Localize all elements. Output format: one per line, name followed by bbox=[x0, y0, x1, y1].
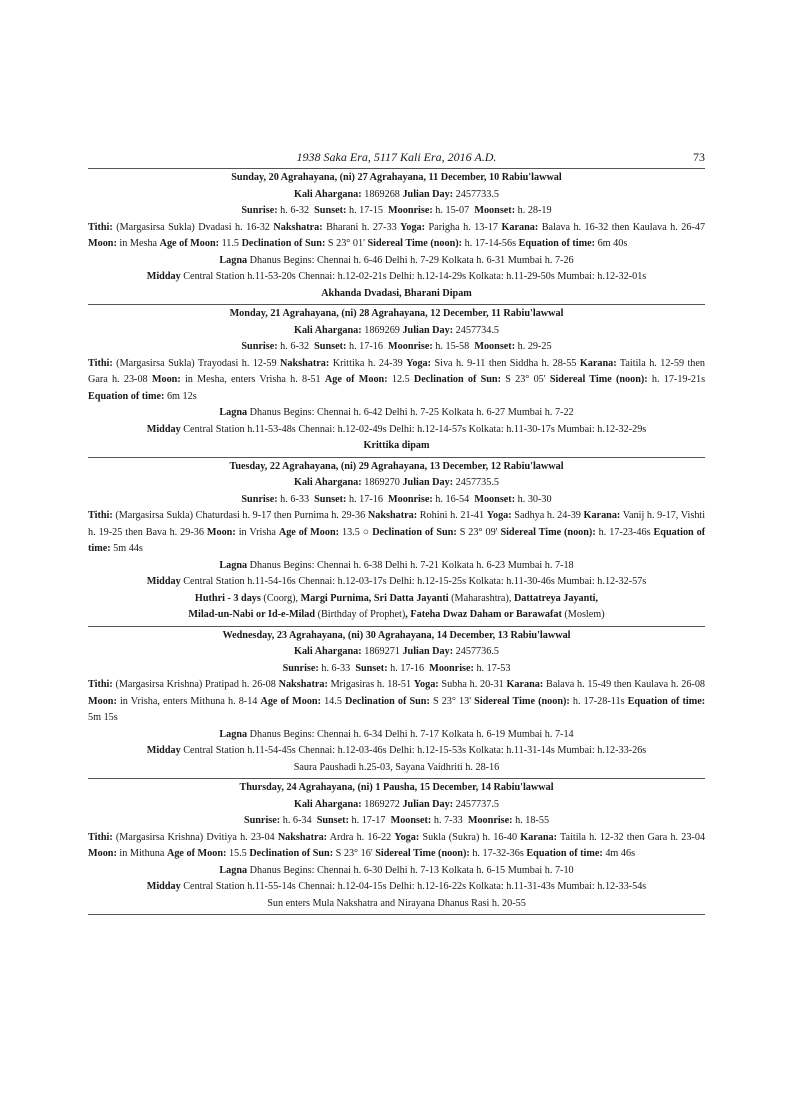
divider bbox=[88, 914, 705, 915]
sun-moon-times: Sunrise: h. 6-32 Sunset: h. 17-15 Moonrise: h. 15-07 Moonset: h. 28-19 bbox=[241, 205, 552, 216]
page-header bbox=[88, 148, 705, 166]
sun-moon-times: Sunrise: h. 6-33 Sunset: h. 17-16 Moonrise: h. 17-53 bbox=[282, 662, 511, 674]
festival-line: Akhanda Dvadasi, Bharani Dipam bbox=[321, 287, 472, 299]
kali-julian-line: Kali Ahargana: 1869272 Julian Day: 2457737.5 bbox=[294, 798, 499, 810]
midday-line: Midday Central Station h.11-53-48s Chennai: h.12-02-49s Delhi: h.12-14-57s Kolkata: h.11-30-17s Mumbai: h.12-32-29s bbox=[146, 423, 647, 435]
day-title: Sunday, 20 Agrahayana, (ni) 27 Agrahayana, 11 December, 10 Rabiu'lawwal bbox=[231, 172, 562, 183]
lagna-line: Lagna Dhanus Begins: Chennai h. 6-38 Delhi h. 7-21 Kolkata h. 6-23 Mumbai h. 7-18 bbox=[219, 559, 574, 571]
midday-line: Midday Central Station h.11-54-45s Chennai: h.12-03-46s Delhi: h.12-15-53s Kolkata: h.11-31-14s Mumbai: h.12-33-26s bbox=[146, 745, 647, 756]
panchang-details: Tithi: (Margasirsa Sukla) Trayodasi h. 12-59 Nakshatra: Krittika h. 24-39 Yoga: Siva h. 9-11 then Siddha h. 28-55 Karana: Taitila h. 12-59 then Gara h. 23-08 Moon: in Mesha, enters Vrisha h. 8-51 Age of Moon: 12.5 Declination of Sun: S 23° 05' Sidereal Time (noon): h. 17-19-21s Equation of time: 6m 12s bbox=[88, 357, 706, 402]
lagna-line: Lagna Dhanus Begins: Chennai h. 6-34 Delhi h. 7-17 Kolkata h. 6-19 Mumbai h. 7-14 bbox=[219, 728, 574, 740]
sun-moon-times: Sunrise: h. 6-34 Sunset: h. 17-17 Moonset: h. 7-33 Moonrise: h. 18-55 bbox=[243, 815, 550, 826]
sun-moon-times: Sunrise: h. 6-32 Sunset: h. 17-16 Moonrise: h. 15-58 Moonset: h. 29-25 bbox=[241, 341, 552, 352]
era-header: 1938 Saka Era, 5117 Kali Era, 2016 A.D. bbox=[296, 150, 497, 164]
panchang-details: Tithi: (Margasirsa Sukla) Dvadasi h. 16-32 Nakshatra: Bharani h. 27-33 Yoga: Parigha h. 13-17 Karana: Balava h. 16-32 then Kaulava h. 26-47 Moon: in Mesha Age of Moon: 11.5 Declination of Sun: S 23° 01' Sidereal Time (noon): h. 17-14-56s Equation of time: 6m 40s bbox=[88, 221, 706, 249]
lagna-line: Lagna Dhanus Begins: Chennai h. 6-42 Delhi h. 7-25 Kolkata h. 6-27 Mumbai h. 7-22 bbox=[219, 407, 574, 418]
midday-line: Midday Central Station h.11-54-16s Chennai: h.12-03-17s Delhi: h.12-15-25s Kolkata: h.11-30-46s Mumbai: h.12-32-57s bbox=[146, 576, 647, 587]
page-number: 73 bbox=[693, 150, 705, 164]
day-title: Thursday, 24 Agrahayana, (ni) 1 Pausha, 15 December, 14 Rabiu'lawwal bbox=[239, 782, 554, 793]
panchang-details: Tithi: (Margasirsa Krishna) Dvitiya h. 23-04 Nakshatra: Ardra h. 16-22 Yoga: Sukla (Sukra) h. 16-40 Karana: Taitila h. 12-32 then Gara h. 23-04 Moon: in Mithuna Age of Moon: 15.5 Declination of Sun: S 23° 16' Sidereal Time (noon): h. 17-32-36s Equation of time: 4m 46s bbox=[88, 831, 706, 859]
festival-line: Huthri - 3 days (Coorg), Margi Purnima, Sri Datta Jayanti (Maharashtra), Dattatreya Jayanti, bbox=[194, 592, 599, 604]
day-title: Wednesday, 23 Agrahayana, (ni) 30 Agrahayana, 14 December, 13 Rabiu'lawwal bbox=[222, 629, 571, 641]
note-line: Saura Paushadi h.25-03, Sayana Vaidhriti h. 28-16 bbox=[293, 761, 500, 773]
lagna-line: Lagna Dhanus Begins: Chennai h. 6-46 Delhi h. 7-29 Kolkata h. 6-31 Mumbai h. 7-26 bbox=[219, 254, 574, 266]
midday-line: Midday Central Station h.11-55-14s Chennai: h.12-04-15s Delhi: h.12-16-22s Kolkata: h.11-31-43s Mumbai: h.12-33-54s bbox=[146, 881, 647, 892]
kali-julian-line: Kali Ahargana: 1869269 Julian Day: 2457734.5 bbox=[294, 324, 499, 336]
panchang-details: Tithi: (Margasirsa Sukla) Chaturdasi h. 9-17 then Purnima h. 29-36 Nakshatra: Rohini h. 21-41 Yoga: Sadhya h. 24-39 Karana: Vanij h. 9-17, Vishti h. 19-25 then Bava h. 29-36 Moon: in Vrisha Age of Moon: 13.5 ○ Declination of Sun: S 23° 09' Sidereal Time (noon): h. 17-23-46s Equation of time: 5m 44s bbox=[88, 510, 706, 554]
kali-julian-line: Kali Ahargana: 1869271 Julian Day: 2457736.5 bbox=[294, 646, 499, 657]
panchang-details: Tithi: (Margasirsa Krishna) Pratipad h. 26-08 Nakshatra: Mrigasiras h. 18-51 Yoga: Subha h. 20-31 Karana: Balava h. 15-49 then Kaulava h. 26-08 Moon: in Vrisha, enters Mithuna h. 8-14 Age of Moon: 14.5 Declination of Sun: S 23° 13' Sidereal Time (noon): h. 17-28-11s Equation of time: 5m 15s bbox=[88, 679, 706, 723]
midday-line: Midday Central Station h.11-53-20s Chennai: h.12-02-21s Delhi: h.12-14-29s Kolkata: h.11-29-50s Mumbai: h.12-32-01s bbox=[146, 271, 647, 282]
day-entry bbox=[88, 627, 705, 779]
festival-line: Krittika dipam bbox=[363, 440, 430, 451]
day-entry bbox=[88, 458, 705, 626]
kali-julian-line: Kali Ahargana: 1869268 Julian Day: 2457733.5 bbox=[294, 188, 499, 200]
day-entry bbox=[88, 779, 705, 914]
note-line: Sun enters Mula Nakshatra and Nirayana Dhanus Rasi h. 20-55 bbox=[267, 897, 526, 909]
day-title: Monday, 21 Agrahayana, (ni) 28 Agrahayana, 12 December, 11 Rabiu'lawwal bbox=[229, 308, 564, 319]
festival-line: Milad-un-Nabi or Id-e-Milad (Birthday of Prophet), Fateha Dwaz Daham or Barawafat (Moslem) bbox=[188, 609, 605, 620]
day-entry bbox=[88, 169, 705, 304]
lagna-line: Lagna Dhanus Begins: Chennai h. 6-30 Delhi h. 7-13 Kolkata h. 6-15 Mumbai h. 7-10 bbox=[219, 864, 574, 876]
almanac-page bbox=[88, 148, 705, 915]
day-title: Tuesday, 22 Agrahayana, (ni) 29 Agrahayana, 13 December, 12 Rabiu'lawwal bbox=[229, 460, 564, 472]
kali-julian-line: Kali Ahargana: 1869270 Julian Day: 2457735.5 bbox=[294, 477, 499, 488]
sun-moon-times: Sunrise: h. 6-33 Sunset: h. 17-16 Moonrise: h. 16-54 Moonset: h. 30-30 bbox=[241, 493, 552, 505]
day-entry bbox=[88, 305, 705, 457]
